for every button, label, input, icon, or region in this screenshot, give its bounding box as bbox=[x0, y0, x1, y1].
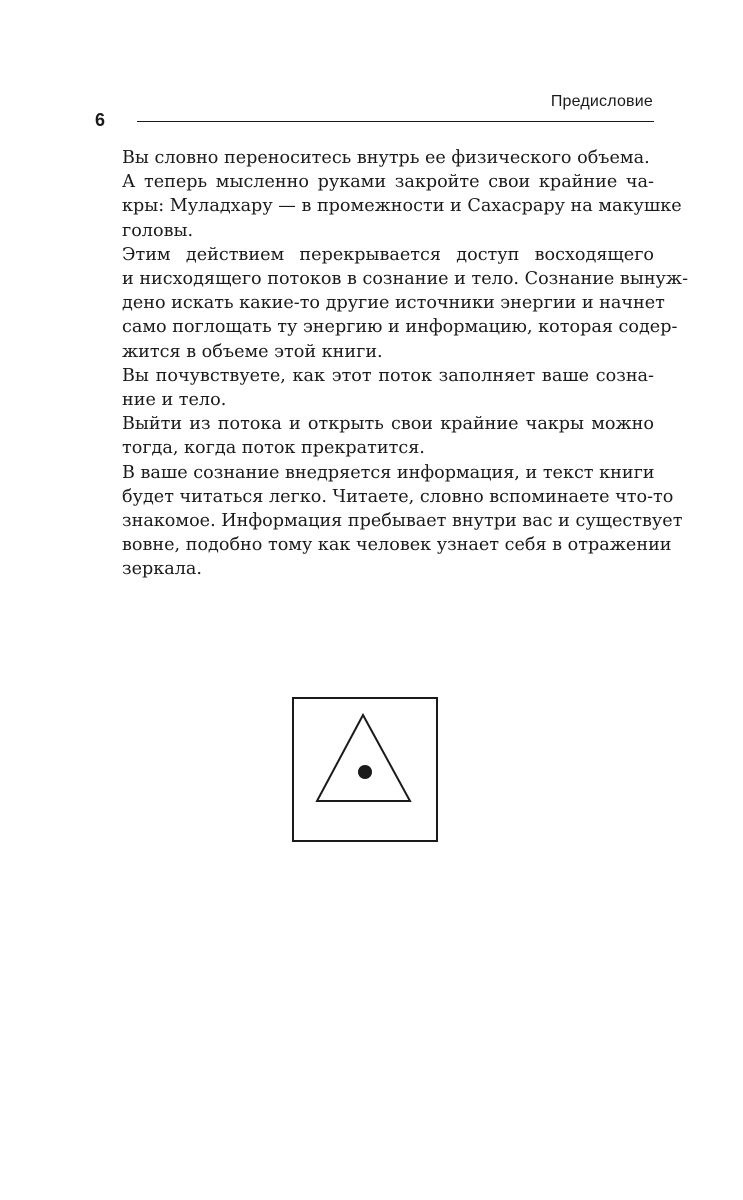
text-line: Выйти из потока и открыть свои крайние чакры можно bbox=[122, 414, 654, 435]
paragraph bbox=[96, 146, 654, 170]
text-line: вовне, подобно тому как человек узнает себя в отражении bbox=[122, 535, 672, 556]
text-line: головы. bbox=[122, 220, 194, 241]
text-line: кры: Муладхару — в промежности и Сахасрару на макушке bbox=[122, 196, 682, 217]
header-rule bbox=[137, 121, 654, 122]
text-line: Вы словно переноситесь внутрь ее физического объема. bbox=[122, 148, 650, 168]
text-line: Этим действием перекрывается доступ восходящего bbox=[122, 244, 654, 265]
text-line: В ваше сознание внедряется информация, и текст книги bbox=[122, 462, 655, 483]
text-line: тогда, когда поток прекратится. bbox=[122, 438, 425, 459]
running-title: Предисловие bbox=[550, 93, 653, 110]
center-dot bbox=[358, 765, 372, 779]
paragraph bbox=[96, 412, 654, 460]
text-line: жится в объеме этой книги. bbox=[122, 341, 383, 362]
paragraph bbox=[96, 243, 689, 364]
text-line: Вы почувствуете, как этот поток заполняет ваше созна- bbox=[122, 365, 654, 386]
text-line: само поглощать ту энергию и информацию, которая содер- bbox=[122, 317, 678, 338]
text-line: будет читаться легко. Читаете, словно вспоминаете что-то bbox=[122, 486, 674, 507]
text-line: ние и тело. bbox=[122, 390, 227, 411]
text-line: зеркала. bbox=[122, 559, 203, 580]
triangle-with-dot-in-square-icon bbox=[292, 697, 438, 842]
text-line: А теперь мысленно руками закройте свои крайние ча- bbox=[122, 172, 654, 193]
body-text bbox=[96, 146, 689, 582]
text-line: и нисходящего потоков в сознание и тело. Сознание вынуж- bbox=[122, 269, 689, 290]
text-line: дено искать какие-то другие источники энергии и начнет bbox=[122, 293, 665, 314]
text-line: знакомое. Информация пребывает внутри вас и существует bbox=[122, 511, 683, 532]
paragraph bbox=[96, 461, 683, 582]
page-number: 6 bbox=[95, 110, 106, 130]
paragraph bbox=[96, 364, 654, 412]
paragraph bbox=[96, 170, 682, 243]
triangle bbox=[317, 715, 410, 801]
